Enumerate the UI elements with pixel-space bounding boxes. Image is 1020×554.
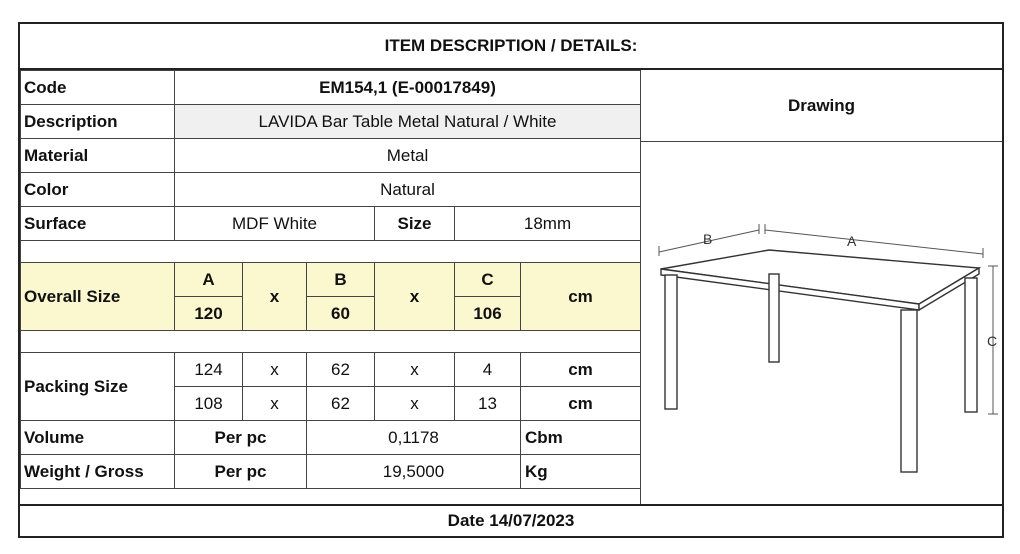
spacer-row (21, 331, 641, 353)
weight-unit: Kg (521, 455, 641, 489)
row-surface (21, 207, 641, 241)
packing-2-b: 62 (307, 387, 375, 421)
volume-label: Volume (21, 421, 175, 455)
overall-a-label: A (175, 263, 243, 297)
row-color (21, 173, 641, 207)
packing-2-unit: cm (521, 387, 641, 421)
overall-x-1: x (243, 263, 307, 331)
packing-1-x-2: x (375, 353, 455, 387)
color-value: Natural (175, 173, 641, 207)
packing-size-label: Packing Size (21, 353, 175, 421)
volume-per: Per pc (175, 421, 307, 455)
dim-a-label: A (847, 233, 857, 249)
spacer-row (21, 241, 641, 263)
weight-label: Weight / Gross (21, 455, 175, 489)
overall-b-value: 60 (307, 297, 375, 331)
packing-1-b: 62 (307, 353, 375, 387)
row-description (21, 105, 641, 139)
row-material (21, 139, 641, 173)
row-packing-1 (21, 353, 641, 387)
spec-sheet (18, 22, 1004, 538)
drawing-header: Drawing (640, 70, 1002, 142)
row-overall-head (21, 263, 641, 297)
dim-b-label: B (703, 231, 713, 247)
packing-2-x-2: x (375, 387, 455, 421)
weight-value: 19,5000 (307, 455, 521, 489)
dim-c-label: C (987, 333, 998, 349)
overall-x-2: x (375, 263, 455, 331)
drawing-area (640, 142, 1002, 504)
packing-2-x-1: x (243, 387, 307, 421)
description-value: LAVIDA Bar Table Metal Natural / White (175, 105, 641, 139)
volume-value: 0,1178 (307, 421, 521, 455)
packing-1-c: 4 (455, 353, 521, 387)
surface-value: MDF White (175, 207, 375, 241)
spec-table (20, 70, 641, 489)
overall-a-value: 120 (175, 297, 243, 331)
description-label: Description (21, 105, 175, 139)
packing-2-c: 13 (455, 387, 521, 421)
row-weight (21, 455, 641, 489)
code-label: Code (21, 71, 175, 105)
row-volume (21, 421, 641, 455)
packing-1-unit: cm (521, 353, 641, 387)
overall-c-value: 106 (455, 297, 521, 331)
material-label: Material (21, 139, 175, 173)
overall-c-label: C (455, 263, 521, 297)
packing-1-x-1: x (243, 353, 307, 387)
overall-b-label: B (307, 263, 375, 297)
surface-label: Surface (21, 207, 175, 241)
sheet-title: ITEM DESCRIPTION / DETAILS: (20, 24, 1002, 70)
size-label: Size (375, 207, 455, 241)
color-label: Color (21, 173, 175, 207)
size-value: 18mm (455, 207, 641, 241)
date-footer: Date 14/07/2023 (20, 504, 1002, 536)
row-code (21, 71, 641, 105)
overall-unit: cm (521, 263, 641, 331)
code-value: EM154,1 (E-00017849) (175, 71, 641, 105)
material-value: Metal (175, 139, 641, 173)
overall-size-label: Overall Size (21, 263, 175, 331)
packing-2-a: 108 (175, 387, 243, 421)
volume-unit: Cbm (521, 421, 641, 455)
packing-1-a: 124 (175, 353, 243, 387)
table-drawing (641, 142, 1001, 502)
weight-per: Per pc (175, 455, 307, 489)
tabletop (661, 250, 979, 310)
